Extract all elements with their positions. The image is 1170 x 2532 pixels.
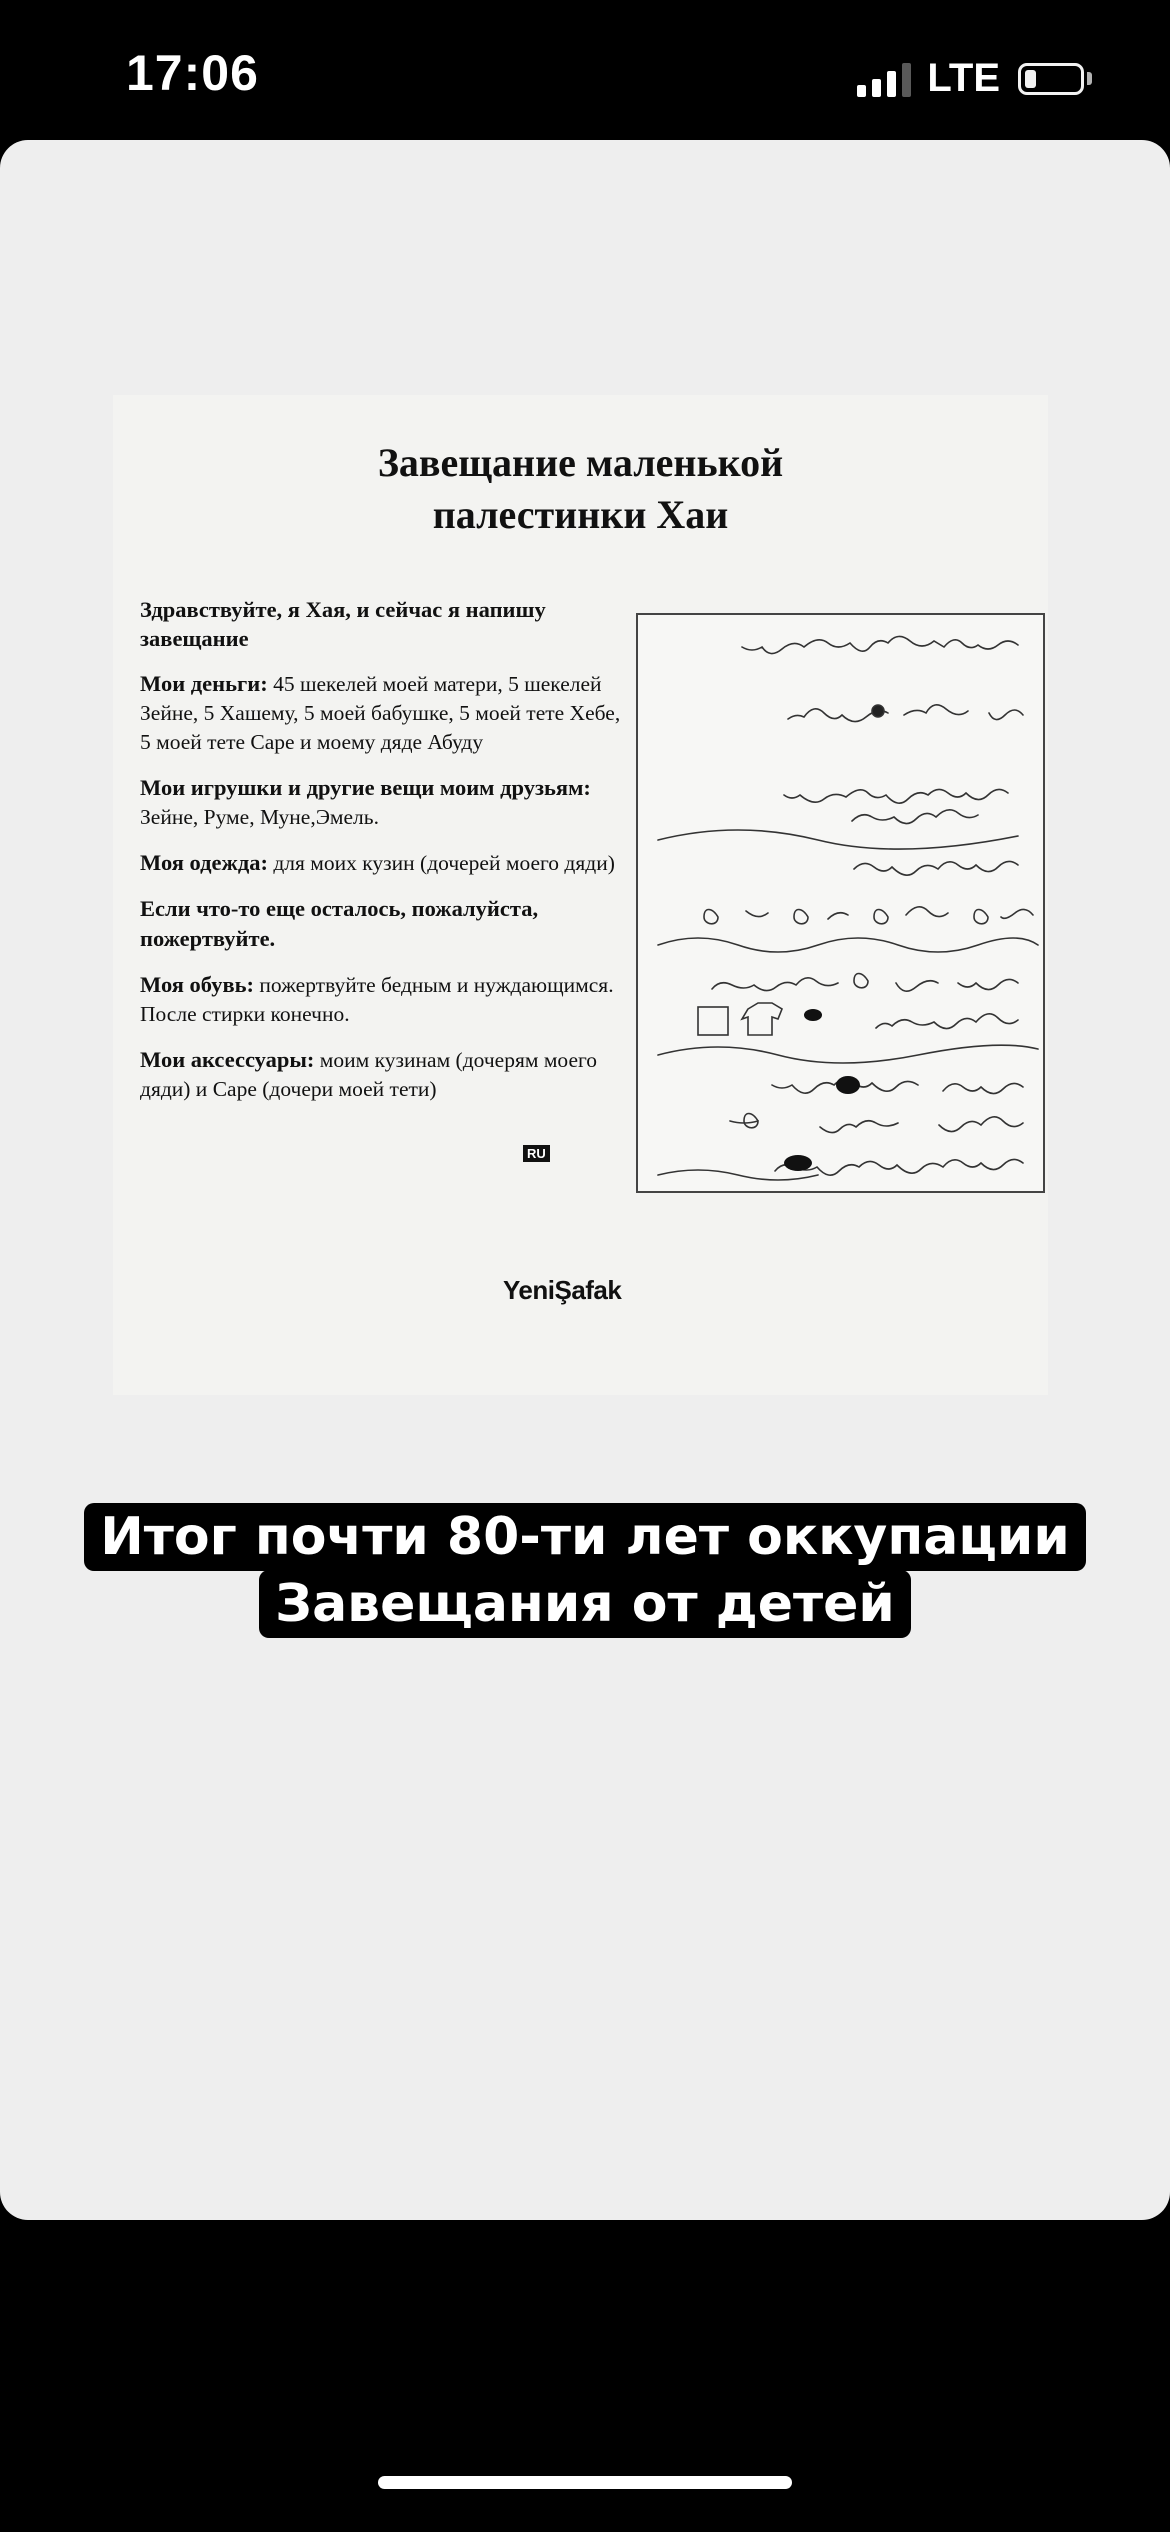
will-item-label: Мои деньги: — [140, 671, 268, 696]
caption-text-2: Завещания от детей — [259, 1570, 911, 1638]
will-item-label: Мои игрушки и другие вещи моим друзьям: — [140, 775, 591, 800]
poster-title-line1: Завещание маленькой — [377, 440, 784, 485]
poster-title — [113, 437, 1048, 541]
poster-title-line2: палестинки Хаи — [432, 492, 729, 537]
will-item — [140, 970, 630, 1029]
will-item-text: моим кузинам (дочерям моего дяди) и Саре (дочери моей тети) — [140, 1048, 598, 1101]
will-item-label: Мои аксессуары: — [140, 1047, 315, 1072]
will-item-text: для моих кузин (дочерей моего дяди) — [267, 851, 615, 875]
story-card[interactable] — [0, 140, 1170, 2220]
will-item-text: 45 шекелей моей матери, 5 шекелей Зейне, 5 Хашему, 5 моей бабушке, 5 моей тете Хебе, 5 моей тете Саре и моему дяде Абуду — [140, 672, 621, 754]
will-item-label: Моя обувь: — [140, 972, 254, 997]
will-item — [140, 773, 630, 832]
caption-text-1: Итог почти 80-ти лет оккупации — [84, 1503, 1086, 1571]
yenisafak-logo: YeniŞafak — [503, 1275, 622, 1305]
cellular-signal-icon — [857, 61, 911, 97]
logo-ru-badge: RU — [523, 1145, 550, 1162]
handwriting-scribble-icon — [638, 615, 1047, 1195]
will-item-label: Моя одежда: — [140, 850, 268, 875]
status-time: 17:06 — [126, 45, 259, 101]
will-item-text: пожертвуйте бедным и нуждающимся. После стирки конечно. — [140, 973, 614, 1026]
status-indicators — [857, 56, 1092, 101]
will-item-label: Если что-то еще осталось, пожалуйста, пожертвуйте. — [140, 896, 539, 951]
story-caption-line1 — [0, 1503, 1170, 1571]
story-caption-line2 — [0, 1570, 1170, 1638]
will-poster — [113, 395, 1048, 1395]
network-type: LTE — [927, 56, 1000, 100]
will-item — [140, 1045, 630, 1104]
handwritten-letter-image — [636, 613, 1045, 1193]
home-indicator[interactable] — [378, 2476, 792, 2489]
will-item-text: Зейне, Руме, Муне,Эмель. — [140, 805, 379, 829]
will-item — [140, 669, 630, 757]
will-item — [140, 894, 630, 954]
battery-icon — [1018, 63, 1084, 95]
will-intro: Здравствуйте, я Хая, и сейчас я напишу завещание — [140, 597, 546, 651]
will-item — [140, 848, 630, 878]
will-text — [140, 595, 630, 1120]
